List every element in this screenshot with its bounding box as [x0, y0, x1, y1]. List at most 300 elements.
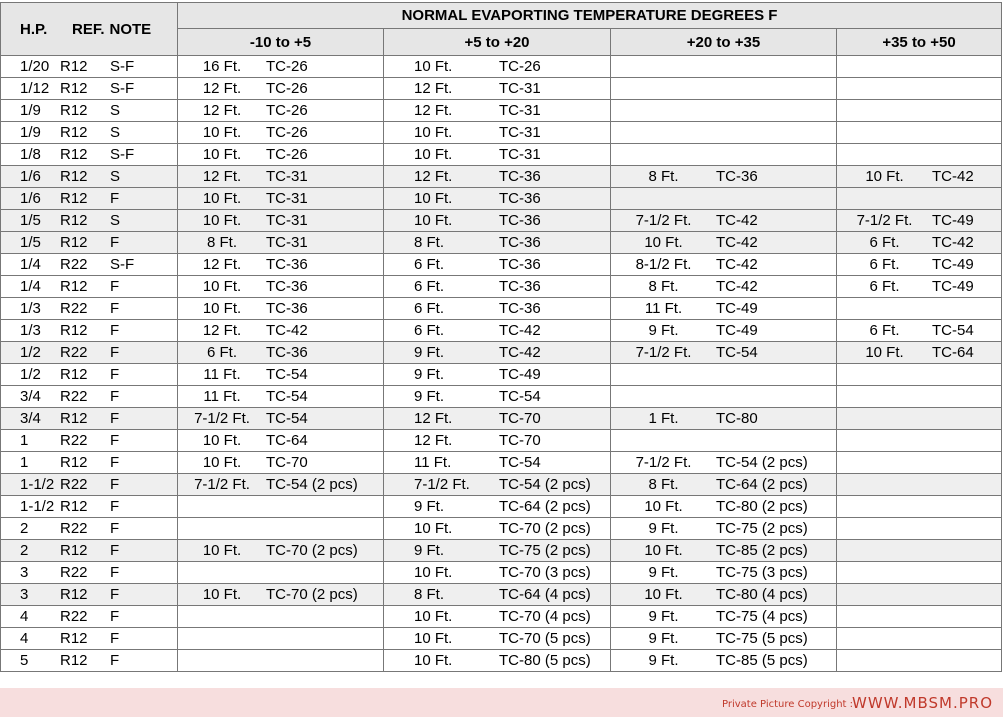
range-cell-4 [837, 562, 1002, 584]
tube-length: 10 Ft. [414, 520, 453, 537]
tube-length: 6 Ft. [414, 300, 445, 317]
tube-length: 6 Ft. [414, 278, 445, 295]
tube-length: 8 Ft. [648, 476, 679, 493]
table-row [1, 606, 1002, 628]
row-hp-ref-note [1, 320, 178, 342]
ref-value: R22 [60, 564, 88, 581]
tube-code: TC-36 [266, 344, 308, 361]
range-cell-3 [611, 342, 837, 364]
range-cell-3 [611, 188, 837, 210]
range-cell-1 [178, 100, 384, 122]
range-cell-4 [837, 276, 1002, 298]
tube-code: TC-75 (3 pcs) [716, 564, 808, 581]
tube-code: TC-31 [499, 146, 541, 163]
row-hp-ref-note [1, 452, 178, 474]
hp-value: 2 [20, 520, 29, 537]
tube-code: TC-31 [266, 168, 308, 185]
range-cell-1 [178, 56, 384, 78]
table-row [1, 188, 1002, 210]
range-cell-4 [837, 232, 1002, 254]
note-value: F [110, 344, 120, 361]
tube-code: TC-26 [266, 58, 308, 75]
tube-length: 6 Ft. [869, 234, 900, 251]
note-value: S-F [110, 256, 135, 273]
row-hp-ref-note [1, 232, 178, 254]
tube-code: TC-64 (2 pcs) [716, 476, 808, 493]
tube-code: TC-31 [499, 80, 541, 97]
table-row [1, 276, 1002, 298]
copyright-site: WWW.MBSM.PRO [852, 694, 994, 712]
range-cell-1 [178, 386, 384, 408]
tube-length: 10 Ft. [865, 168, 904, 185]
range-cell-4 [837, 144, 1002, 166]
tube-code: TC-80 [716, 410, 758, 427]
tube-code: TC-70 (2 pcs) [266, 542, 358, 559]
note-value: F [110, 190, 120, 207]
table-row [1, 386, 1002, 408]
table-row [1, 584, 1002, 606]
range-cell-3 [611, 408, 837, 430]
tube-code: TC-36 [266, 256, 308, 273]
range-cell-4 [837, 408, 1002, 430]
ref-value: R12 [60, 322, 88, 339]
range-cell-2 [384, 584, 611, 606]
row-hp-ref-note [1, 78, 178, 100]
hp-value: 1/2 [20, 344, 41, 361]
range-cell-3 [611, 496, 837, 518]
tube-length: 8 Ft. [648, 278, 679, 295]
range-cell-4 [837, 650, 1002, 672]
tube-length: 10 Ft. [202, 212, 242, 229]
header-range-2: +5 to +20 [384, 29, 611, 56]
range-cell-2 [384, 364, 611, 386]
tube-length: 12 Ft. [414, 102, 453, 119]
hp-value: 1 [20, 432, 29, 449]
range-cell-3 [611, 56, 837, 78]
hp-value: 1/3 [20, 322, 41, 339]
capillary-tube-table-container [0, 2, 1001, 672]
table-row [1, 100, 1002, 122]
tube-length: 9 Ft. [414, 498, 445, 515]
range-cell-2 [384, 320, 611, 342]
range-cell-2 [384, 562, 611, 584]
range-cell-3 [611, 78, 837, 100]
table-row [1, 518, 1002, 540]
note-value: F [110, 454, 120, 471]
row-hp-ref-note [1, 474, 178, 496]
range-cell-4 [837, 188, 1002, 210]
tube-length: 9 Ft. [648, 520, 679, 537]
tube-code: TC-54 [499, 454, 541, 471]
range-cell-4 [837, 606, 1002, 628]
hp-value: 3/4 [20, 410, 41, 427]
tube-code: TC-70 [266, 454, 308, 471]
hp-value: 1/5 [20, 212, 41, 229]
range-cell-3 [611, 584, 837, 606]
tube-code: TC-49 [716, 300, 758, 317]
range-cell-2 [384, 232, 611, 254]
note-value: F [110, 366, 120, 383]
header-main-title: NORMAL EVAPORTING TEMPERATURE DEGREES F [178, 3, 1002, 29]
row-hp-ref-note [1, 386, 178, 408]
hp-value: 1 [20, 454, 29, 471]
row-hp-ref-note [1, 650, 178, 672]
header-range-4: +35 to +50 [837, 29, 1002, 56]
tube-length: 10 Ft. [202, 432, 242, 449]
hp-value: 1/9 [20, 124, 41, 141]
tube-code: TC-42 [716, 234, 758, 251]
row-hp-ref-note [1, 562, 178, 584]
hp-value: 5 [20, 652, 29, 669]
note-value: S-F [110, 80, 135, 97]
row-hp-ref-note [1, 430, 178, 452]
tube-code: TC-42 [266, 322, 308, 339]
table-row [1, 408, 1002, 430]
range-cell-3 [611, 122, 837, 144]
tube-code: TC-36 [499, 300, 541, 317]
hp-value: 1/3 [20, 300, 41, 317]
range-cell-4 [837, 100, 1002, 122]
range-cell-1 [178, 364, 384, 386]
hp-value: 1/8 [20, 146, 41, 163]
tube-code: TC-70 (2 pcs) [266, 586, 358, 603]
range-cell-4 [837, 584, 1002, 606]
note-value: F [110, 322, 120, 339]
tube-code: TC-85 (5 pcs) [716, 652, 808, 669]
range-cell-3 [611, 320, 837, 342]
range-cell-1 [178, 474, 384, 496]
tube-code: TC-75 (5 pcs) [716, 630, 808, 647]
range-cell-4 [837, 122, 1002, 144]
tube-length: 7-1/2 Ft. [635, 212, 692, 229]
ref-value: R22 [60, 256, 88, 273]
range-cell-2 [384, 408, 611, 430]
tube-code: TC-85 (2 pcs) [716, 542, 808, 559]
tube-code: TC-70 [499, 410, 541, 427]
tube-length: 9 Ft. [648, 564, 679, 581]
tube-code: TC-70 (5 pcs) [499, 630, 591, 647]
tube-length: 12 Ft. [202, 256, 242, 273]
row-hp-ref-note [1, 122, 178, 144]
range-cell-2 [384, 210, 611, 232]
range-cell-1 [178, 342, 384, 364]
tube-length: 10 Ft. [414, 146, 453, 163]
tube-length: 10 Ft. [414, 630, 453, 647]
ref-value: R22 [60, 608, 88, 625]
hp-value: 2 [20, 542, 29, 559]
range-cell-4 [837, 364, 1002, 386]
tube-length: 9 Ft. [414, 344, 445, 361]
tube-length: 6 Ft. [869, 278, 900, 295]
tube-length: 11 Ft. [203, 388, 241, 405]
tube-length: 6 Ft. [869, 256, 900, 273]
range-cell-3 [611, 474, 837, 496]
header-ref: REF. [72, 20, 105, 38]
ref-value: R12 [60, 146, 88, 163]
range-cell-4 [837, 452, 1002, 474]
table-row [1, 452, 1002, 474]
tube-length: 7-1/2 Ft. [856, 212, 913, 229]
header-hp-ref-note [1, 3, 178, 56]
ref-value: R12 [60, 454, 88, 471]
copyright-label: Private Picture Copyright : [722, 699, 854, 710]
hp-value: 1-1/2 [20, 476, 55, 493]
tube-length: 6 Ft. [414, 256, 445, 273]
tube-length: 10 Ft. [414, 608, 453, 625]
range-cell-4 [837, 254, 1002, 276]
tube-length: 12 Ft. [414, 432, 453, 449]
range-cell-2 [384, 298, 611, 320]
tube-code: TC-42 [716, 278, 758, 295]
tube-code: TC-70 (2 pcs) [499, 520, 591, 537]
range-cell-3 [611, 650, 837, 672]
range-cell-3 [611, 628, 837, 650]
tube-code: TC-80 (5 pcs) [499, 652, 591, 669]
tube-code: TC-26 [499, 58, 541, 75]
tube-length: 10 Ft. [644, 586, 683, 603]
note-value: S [110, 168, 121, 185]
tube-length: 7-1/2 Ft. [635, 344, 692, 361]
ref-value: R22 [60, 476, 88, 493]
ref-value: R12 [60, 212, 88, 229]
tube-code: TC-80 (4 pcs) [716, 586, 808, 603]
row-hp-ref-note [1, 144, 178, 166]
tube-length: 10 Ft. [202, 586, 242, 603]
note-value: F [110, 630, 120, 647]
note-value: F [110, 652, 120, 669]
hp-value: 3/4 [20, 388, 41, 405]
range-cell-2 [384, 540, 611, 562]
tube-code: TC-54 (2 pcs) [716, 454, 808, 471]
hp-value: 1/2 [20, 366, 41, 383]
range-cell-1 [178, 628, 384, 650]
tube-code: TC-26 [266, 102, 308, 119]
tube-length: 9 Ft. [414, 366, 445, 383]
note-value: S-F [110, 146, 135, 163]
range-cell-1 [178, 430, 384, 452]
tube-length: 9 Ft. [648, 652, 679, 669]
tube-length: 16 Ft. [202, 58, 242, 75]
range-cell-1 [178, 166, 384, 188]
range-cell-1 [178, 562, 384, 584]
range-cell-1 [178, 298, 384, 320]
tube-length: 10 Ft. [414, 564, 453, 581]
range-cell-4 [837, 386, 1002, 408]
ref-value: R22 [60, 432, 88, 449]
hp-value: 1/4 [20, 256, 41, 273]
range-cell-3 [611, 166, 837, 188]
tube-code: TC-54 [499, 388, 541, 405]
hp-value: 1/6 [20, 190, 41, 207]
row-hp-ref-note [1, 166, 178, 188]
range-cell-2 [384, 342, 611, 364]
tube-code: TC-80 (2 pcs) [716, 498, 808, 515]
table-row [1, 562, 1002, 584]
table-row [1, 650, 1002, 672]
row-hp-ref-note [1, 518, 178, 540]
tube-code: TC-49 [499, 366, 541, 383]
tube-code: TC-36 [266, 278, 308, 295]
tube-length: 10 Ft. [202, 454, 242, 471]
range-cell-2 [384, 628, 611, 650]
header-hp: H.P. [20, 20, 48, 38]
tube-code: TC-36 [499, 256, 541, 273]
ref-value: R12 [60, 586, 88, 603]
range-cell-1 [178, 254, 384, 276]
hp-value: 1/6 [20, 168, 41, 185]
tube-code: TC-54 [266, 366, 308, 383]
note-value: F [110, 476, 120, 493]
range-cell-1 [178, 232, 384, 254]
note-value: F [110, 520, 120, 537]
tube-code: TC-54 [266, 410, 308, 427]
range-cell-4 [837, 628, 1002, 650]
range-cell-3 [611, 298, 837, 320]
row-hp-ref-note [1, 408, 178, 430]
note-value: S-F [110, 58, 135, 75]
row-hp-ref-note [1, 188, 178, 210]
range-cell-1 [178, 144, 384, 166]
range-cell-4 [837, 518, 1002, 540]
range-cell-3 [611, 210, 837, 232]
tube-code: TC-54 [932, 322, 974, 339]
tube-code: TC-31 [499, 124, 541, 141]
range-cell-2 [384, 100, 611, 122]
tube-code: TC-36 [266, 300, 308, 317]
range-cell-3 [611, 606, 837, 628]
ref-value: R22 [60, 388, 88, 405]
tube-code: TC-36 [499, 168, 541, 185]
range-cell-2 [384, 56, 611, 78]
range-cell-1 [178, 650, 384, 672]
range-cell-4 [837, 210, 1002, 232]
ref-value: R22 [60, 520, 88, 537]
table-row [1, 122, 1002, 144]
range-cell-4 [837, 474, 1002, 496]
range-cell-1 [178, 606, 384, 628]
note-value: S [110, 102, 121, 119]
row-hp-ref-note [1, 100, 178, 122]
capillary-tube-table [0, 2, 1002, 672]
tube-length: 9 Ft. [414, 388, 445, 405]
ref-value: R12 [60, 58, 88, 75]
tube-code: TC-36 [499, 278, 541, 295]
table-row [1, 364, 1002, 386]
range-cell-3 [611, 518, 837, 540]
range-cell-1 [178, 122, 384, 144]
row-hp-ref-note [1, 298, 178, 320]
note-value: F [110, 300, 120, 317]
tube-length: 7-1/2 Ft. [194, 410, 250, 427]
ref-value: R22 [60, 344, 88, 361]
range-cell-1 [178, 584, 384, 606]
range-cell-1 [178, 496, 384, 518]
tube-length: 10 Ft. [865, 344, 904, 361]
table-row [1, 78, 1002, 100]
tube-code: TC-75 (2 pcs) [716, 520, 808, 537]
ref-value: R12 [60, 410, 88, 427]
row-hp-ref-note [1, 584, 178, 606]
hp-value: 4 [20, 608, 29, 625]
tube-length: 12 Ft. [202, 80, 242, 97]
tube-code: TC-42 [499, 322, 541, 339]
note-value: F [110, 234, 120, 251]
table-row [1, 298, 1002, 320]
tube-code: TC-36 [499, 212, 541, 229]
tube-length: 11 Ft. [644, 300, 683, 317]
tube-code: TC-54 [266, 388, 308, 405]
tube-code: TC-49 [932, 212, 974, 229]
range-cell-2 [384, 276, 611, 298]
range-cell-3 [611, 232, 837, 254]
hp-value: 4 [20, 630, 29, 647]
header-range-3: +20 to +35 [611, 29, 837, 56]
note-value: F [110, 278, 120, 295]
range-cell-1 [178, 78, 384, 100]
range-cell-2 [384, 606, 611, 628]
tube-length: 7-1/2 Ft. [194, 476, 250, 493]
hp-value: 1/4 [20, 278, 41, 295]
range-cell-1 [178, 540, 384, 562]
tube-length: 10 Ft. [202, 190, 242, 207]
tube-code: TC-64 (4 pcs) [499, 586, 591, 603]
ref-value: R12 [60, 190, 88, 207]
tube-length: 12 Ft. [414, 80, 453, 97]
tube-code: TC-70 [499, 432, 541, 449]
tube-length: 10 Ft. [202, 542, 242, 559]
range-cell-3 [611, 254, 837, 276]
note-value: F [110, 410, 120, 427]
range-cell-2 [384, 166, 611, 188]
tube-length: 10 Ft. [202, 278, 242, 295]
tube-length: 10 Ft. [414, 190, 453, 207]
range-cell-3 [611, 540, 837, 562]
row-hp-ref-note [1, 254, 178, 276]
range-cell-4 [837, 166, 1002, 188]
range-cell-4 [837, 320, 1002, 342]
tube-code: TC-26 [266, 124, 308, 141]
tube-code: TC-31 [266, 190, 308, 207]
tube-length: 10 Ft. [414, 212, 453, 229]
tube-length: 8 Ft. [414, 234, 445, 251]
tube-length: 10 Ft. [202, 146, 242, 163]
row-hp-ref-note [1, 606, 178, 628]
range-cell-4 [837, 540, 1002, 562]
tube-length: 9 Ft. [648, 322, 679, 339]
row-hp-ref-note [1, 628, 178, 650]
note-value: S [110, 124, 121, 141]
tube-code: TC-42 [932, 168, 974, 185]
range-cell-3 [611, 386, 837, 408]
table-body [1, 56, 1002, 672]
row-hp-ref-note [1, 342, 178, 364]
tube-length: 9 Ft. [414, 542, 445, 559]
tube-code: TC-49 [932, 256, 974, 273]
table-row [1, 628, 1002, 650]
range-cell-2 [384, 650, 611, 672]
ref-value: R12 [60, 366, 88, 383]
tube-length: 10 Ft. [202, 124, 242, 141]
table-row [1, 144, 1002, 166]
range-cell-1 [178, 408, 384, 430]
note-value: F [110, 432, 120, 449]
tube-length: 9 Ft. [648, 630, 679, 647]
tube-code: TC-64 [266, 432, 308, 449]
range-cell-2 [384, 474, 611, 496]
tube-length: 11 Ft. [414, 454, 452, 471]
tube-code: TC-70 (4 pcs) [499, 608, 591, 625]
table-row [1, 342, 1002, 364]
